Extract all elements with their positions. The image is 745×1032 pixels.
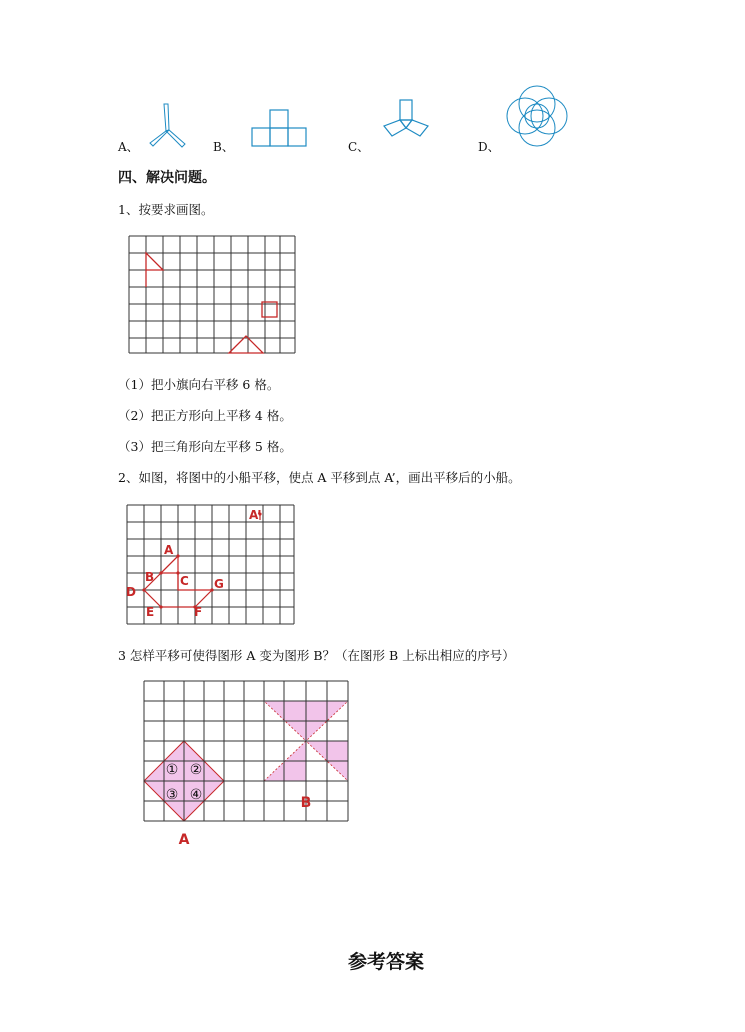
- option-b-label: B、: [213, 140, 234, 154]
- piece-4: ④: [189, 787, 203, 803]
- option-d-label: D、: [478, 140, 500, 154]
- q1-item-3: （3）把三角形向左平移 5 格。: [118, 439, 292, 454]
- q1-title: 1、按要求画图。: [118, 202, 214, 217]
- figure-b-label: B: [300, 795, 312, 811]
- option-c-label: C、: [348, 140, 370, 154]
- piece-1: ①: [165, 762, 179, 778]
- q1-item-2: （2）把正方形向上平移 4 格。: [118, 408, 292, 423]
- option-a-figure: [145, 100, 195, 150]
- triangle-shape: [229, 336, 263, 353]
- label-f: F: [194, 605, 203, 619]
- label-d: D: [126, 585, 136, 599]
- label-c: C: [180, 574, 189, 588]
- q1-grid: [126, 234, 298, 358]
- option-c-figure: [378, 96, 434, 146]
- label-a-prime: A’: [249, 508, 262, 522]
- q1-item-1: （1）把小旗向右平移 6 格。: [118, 377, 280, 392]
- label-e: E: [146, 605, 155, 619]
- label-b: B: [145, 570, 155, 584]
- piece-2: ②: [189, 762, 203, 778]
- section-title: 四、解决问题。: [118, 170, 216, 186]
- q2-title: 2、如图，将图中的小船平移，使点 A 平移到点 A’，画出平移后的小船。: [118, 470, 521, 485]
- label-a: A: [164, 543, 174, 557]
- option-a-label: A、: [118, 140, 139, 154]
- figure-a-label: A: [178, 832, 190, 848]
- q3-title: 3 怎样平移可使得图形 A 变为图形 B？（在图形 B 上标出相应的序号）: [118, 648, 515, 663]
- option-d-figure: [500, 80, 575, 152]
- answer-title: 参考答案: [348, 951, 425, 973]
- piece-3: ③: [165, 787, 179, 803]
- q3-grid: [138, 676, 356, 856]
- q2-grid: [120, 500, 300, 630]
- label-g: G: [214, 577, 224, 591]
- flag-shape: [146, 253, 163, 287]
- option-b-figure: [248, 104, 312, 150]
